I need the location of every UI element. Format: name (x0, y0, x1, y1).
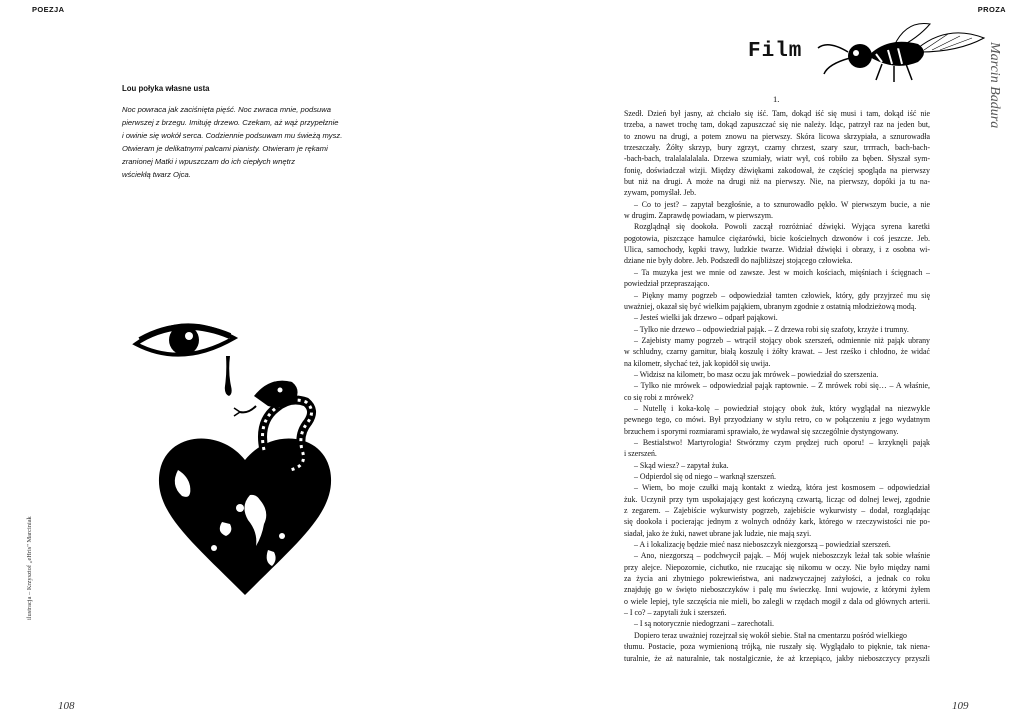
prose-line: pewnego tego, co mówi. Był przyodziany w stylu retro, co w połączeniu z jego wydatnym (624, 415, 930, 425)
prose-line: – Tylko nie mrówek – odpowiedział pająk raptownie. – Z mrówek robi się… – A właśnie, (634, 381, 930, 391)
prose-line: turalnie, że aż naturalnie, tak nostalgicznie, że aż krzepiąco, jakby nieboszczycy przyszli (624, 653, 930, 663)
prose-line: Dopiero teraz uważniej rozejrzał się wokół siebie. Stał na cmentarzu pośród wielkiego (634, 630, 908, 640)
prose-line: fonię, doświadczał wizji. Między dźwiękami zakodował, że częściej spogląda na pierwszy (624, 165, 930, 175)
poem-line: Otwieram je delikatnymi palcami pianisty. Otwieram je rękami (122, 143, 328, 153)
author-name: Marcin Badura (987, 42, 1002, 129)
prose-line: to znowu na drugi, a potem znowu na pierwszy. Skóra licowa skrzypiała, a sznurowadła (624, 131, 930, 141)
prose-line: na kilometr, słychać też, jak kopidół się uwija. (624, 358, 771, 368)
poem-title: Lou połyka własne usta (122, 84, 210, 93)
prose-line: – Widzisz na kilometr, bo masz oczu jak mrówek – powiedział do szerszenia. (634, 369, 879, 379)
prose-line: dziane nie były dobre. Jeb. Podszedł do najbliższej stojącego człowieka. (624, 256, 853, 266)
prose-line: – I są notorycznie niedogrzani – zarechotali. (634, 619, 774, 629)
prose-line: co się robi z mrówek? (624, 392, 694, 402)
prose-line: – Piękny mamy pogrzeb – odpowiedział tamten człowiek, który, gdy przyjrzeć mu się (634, 290, 930, 300)
chapter-number: 1. (773, 94, 780, 104)
prose-line: w schludny, czarny garnitur, białą koszulę i żółty krawat. – Jest rześko i chłodno, że widać (624, 347, 930, 357)
story-title: Film (748, 40, 803, 63)
prose-line: – Wiem, bo moje czułki mają kontakt z wiedzą, która jest kosmosem – odpowiedział (634, 483, 930, 493)
prose-line: powiedział przepraszająco. (624, 279, 710, 289)
prose-line: siadał, jako że żuki, nawet ubrane jak ludzie, nie mają szyi. (624, 528, 812, 538)
prose-line: – Bestialstwo! Martyrologia! Stwórzmy czym prędzej ruch oporu! – krzyknęli pająk (634, 437, 930, 447)
prose-line: się dookoła i pocierając jednym z wolnych odnóży kark, którego w rzeczywistości nie po- (624, 517, 930, 527)
prose-line: – Co to jest? – zapytał bezgłośnie, a to sznurowadło pękło. W pierwszym bucie, a nie (634, 199, 930, 209)
prose-line: Ulica, samochody, kępki trawy, ludzkie twarze. Widział dźwięki i obrazy, i z osobna wi- (624, 245, 930, 255)
prose-line: trzeszczały. Żółty skrzyp, bury zgrzyt, czarny chrzest, szary szur, trrrrach, bach-bach- (624, 143, 930, 153)
section-label-poetry: POEZJA (32, 5, 65, 14)
illustration-credit: ilustracja – Krzysztof „eHris" Marciniak (26, 516, 33, 620)
prose-line: – Nutellę i koka-kolę – powiedział stojący obok żuk, który wyglądał na niezwykle (634, 403, 930, 413)
prose-line: zywam, pomyślał. Jeb. (624, 188, 697, 198)
illustration-graphic (130, 310, 360, 600)
wasp-illustration (798, 18, 988, 93)
prose-line: – Odpierdol się od niego – warknął szerszeń. (634, 472, 776, 481)
poem-body (122, 104, 376, 181)
prose-line: – Ano, niezgorszą – podchwycił pająk. – Mój wujek nieboszczyk leżał tak sobie właśnie (634, 551, 930, 561)
poem-line: wściekłą twarz Ojca. (122, 169, 191, 179)
prose-line: o wiele lepiej, tyle szczęścia nie mieli, bo zalegli w rzędach mogił z dala od głównych arterii. (624, 596, 930, 606)
eye-snake-heart-illustration (130, 310, 360, 605)
poem-line: Noc powraca jak zaciśnięta pięść. Noc zwraca mnie, podsuwa (122, 105, 331, 114)
poem-line: i owinie się wokół serca. Codziennie podsuwam mu świeżą mysz. (122, 130, 343, 140)
prose-line: znajduję go w święto nieboszczyków i palę mu świeczkę. Inni wujowie, z którymi żyłem (624, 585, 930, 595)
prose-line: – Tylko nie drzewo – odpowiedział pająk. – Z drzewa robi się szafoty, krzyże i trumny. (634, 324, 909, 334)
prose-line: – Skąd wiesz? – zapytał żuka. (634, 460, 729, 470)
prose-line: brzuchem i sporymi rozmiarami sprawiało, że wydawał się szczególnie dystyngowany. (624, 426, 899, 436)
prose-line: z zegarem. – Zajebiście wykurwisty pogrzeb, zajebiście wykurwisty – dodał, rozglądając (624, 506, 930, 516)
prose-line: za życia ani zbytniego pokrewieństwa, ani nadzwyczajnej zażyłości, a jednak co roku (624, 574, 930, 584)
prose-line: – A i lokalizację będzie mieć nasz nieboszczyk niezgorszą – powiedział szerszeń. (634, 540, 891, 550)
prose-line: Rozglądnął się dookoła. Powoli zaczął rozróżniać dźwięki. Wyjąca syrena karetki (634, 222, 930, 232)
wasp-graphic (798, 18, 988, 88)
prose-line: w drugim. Zaprawdę powiadam, w pierwszym. (624, 211, 774, 221)
prose-body (624, 108, 930, 664)
prose-line: uważniej, okazał się być wielkim pająkiem, ubranym zgodnie z ostatnią młodzieżową modą. (624, 301, 917, 311)
prose-line: i szerszeń. (624, 449, 657, 459)
prose-line: Szedł. Dzień był jasny, aż chciało się iść. Tam, dokąd iść się musi i tam, dokąd iść nie (624, 109, 930, 118)
prose-line: but niż na drugi. A może na drugi niż na pierwszy. Nie, na pierwszy, dopóki ja tu na- (624, 177, 930, 187)
prose-line: – Ta muzyka jest we mnie od zawsze. Jest w moich kościach, mięśniach i ścięgnach – (634, 267, 930, 277)
prose-line: – Zajebisty mamy pogrzeb – wtrącił stojący obok szerszeń, odmiennie niż pająk ubrany (634, 335, 930, 345)
prose-line: tłumu. Postacie, poza wymienioną trójką, nie ruszały się. Wyglądało to pięknie, tak niena- (624, 642, 930, 652)
prose-line: przy alejce. Niepozornie, cichutko, nie rzucając się nikomu w oczy. Nie było między nami (624, 562, 930, 572)
prose-line: -bach-bach, tralalalalalala. Drzewa szumiały, wiatr wył, coś robiło za bęben. Słyszał sym- (624, 154, 930, 164)
prose-line: żuk. Uczynił przy tym uspokajający gest kończyną czwartą, licząc od dolnej lewej, zgodnie (624, 494, 930, 504)
poem-line: pierwszej z brzegu. Imituję drzewo. Czekam, aż wąż przypełznie (122, 117, 339, 127)
prose-line: – Jesteś wielki jak drzewo – odparł pająkowi. (634, 313, 778, 323)
prose-line: – I co? – zapytali żuk i szerszeń. (624, 608, 727, 618)
page-number-right: 109 (952, 700, 969, 712)
prose-line: trzeba, a nawet trochę tam, dokąd zapuszczać się nie należy. Idąc, patrzył raz na jeden but, (624, 120, 930, 130)
section-label-prose: PROZA (977, 5, 1006, 14)
poem-line: zranionej Matki i wpuszczam do ich ciepłych wnętrz (122, 156, 296, 166)
page-number-left: 108 (58, 700, 75, 712)
prose-line: pogotowia, piszczące hamulce ciężarówki, bicie kościelnych dzwonów i coś jeszcze. Jeb. (624, 233, 930, 243)
